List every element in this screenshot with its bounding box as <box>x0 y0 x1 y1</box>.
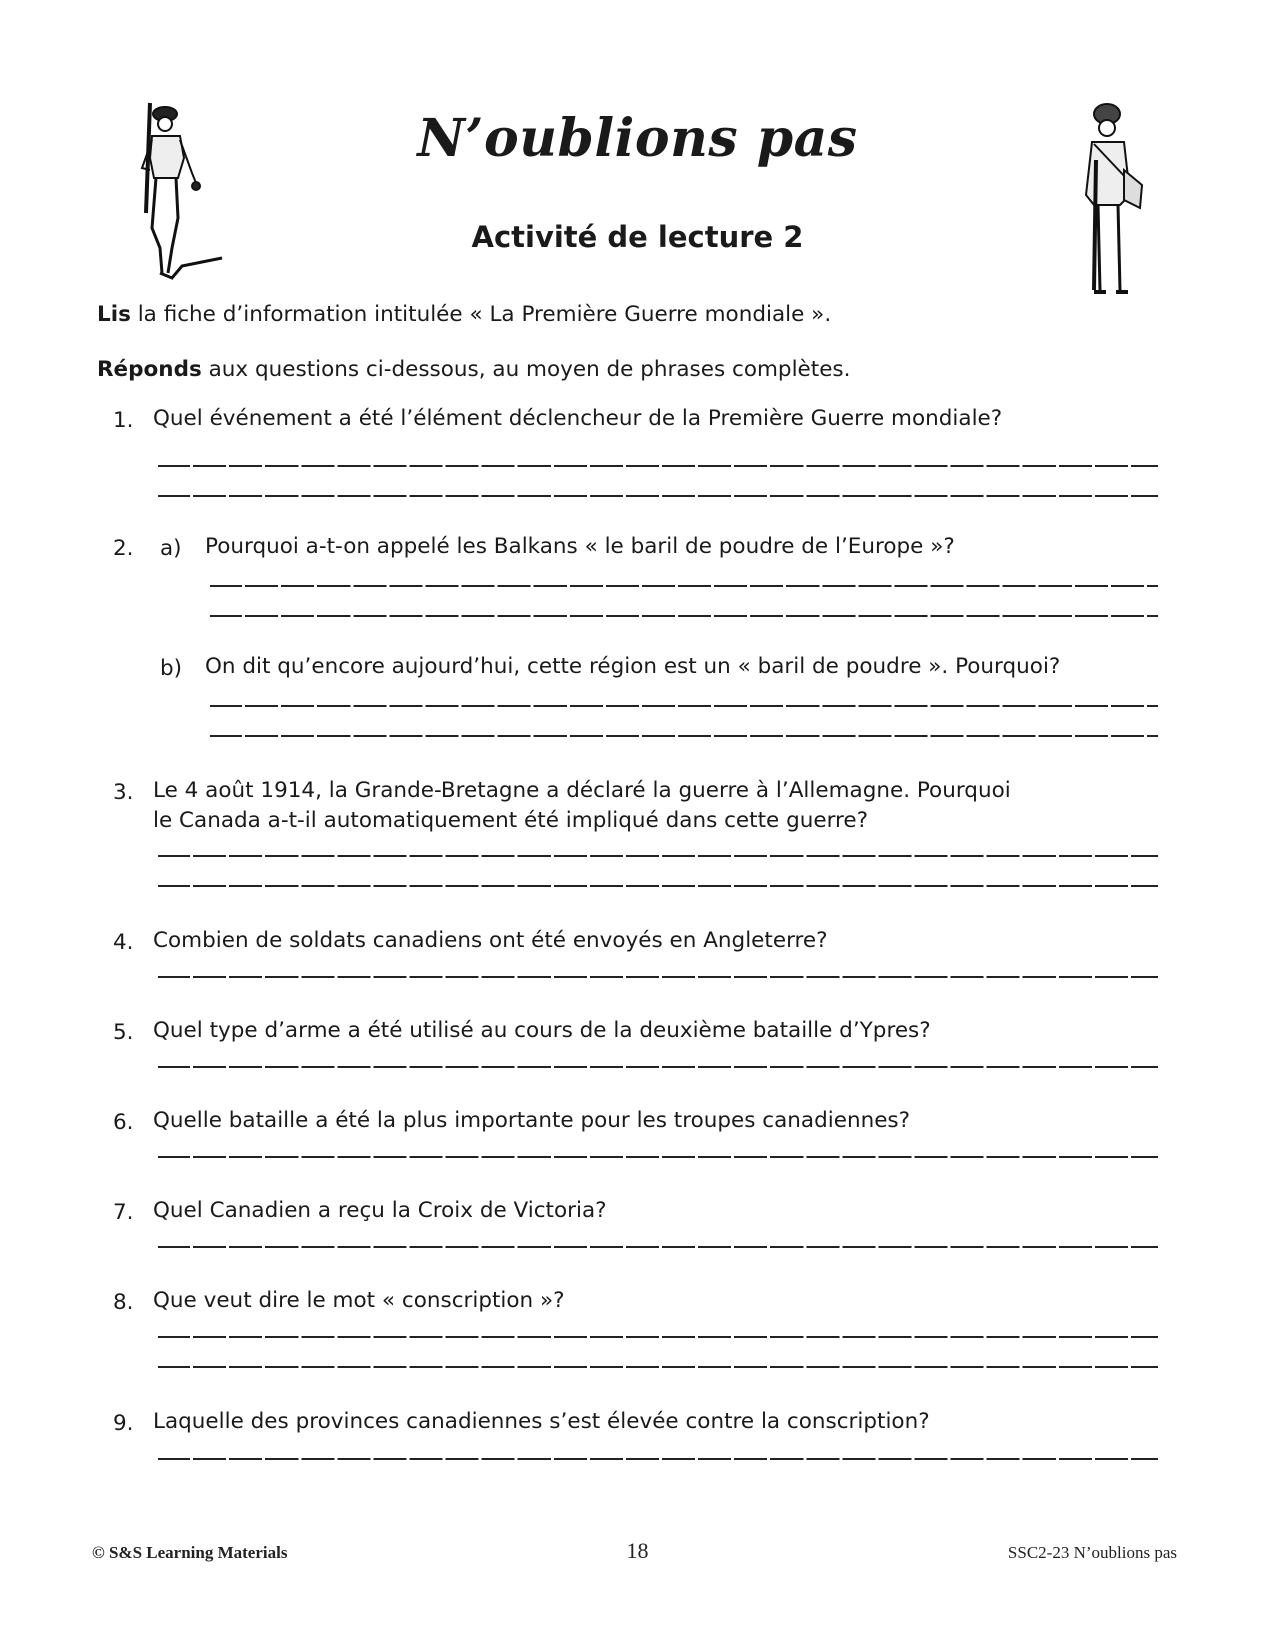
question-number: 8. <box>113 1290 134 1315</box>
page-subtitle: Activité de lecture 2 <box>471 220 804 254</box>
instruction-text: la fiche d’information intitulée « La Première Guerre mondiale ». <box>130 302 832 327</box>
question-text: Quel événement a été l’élément déclencheur de la Première Guerre mondiale? <box>153 406 1003 431</box>
answer-line[interactable] <box>158 1246 1158 1248</box>
question-number: 1. <box>113 408 134 433</box>
question-text: Que veut dire le mot « conscription »? <box>153 1288 565 1313</box>
footer-product-code: SSC2-23 N’oublions pas <box>1007 1543 1177 1562</box>
instruction-read <box>97 302 831 327</box>
question-text: On dit qu’encore aujourd’hui, cette région est un « baril de poudre ». Pourquoi? <box>205 654 1061 679</box>
instruction-verb: Lis <box>97 302 131 327</box>
instruction-verb: Réponds <box>97 357 202 382</box>
footer-copyright: © S&S Learning Materials <box>92 1543 288 1562</box>
page-title: N’oublions pas <box>417 108 858 169</box>
question-number: 6. <box>113 1110 134 1135</box>
answer-line[interactable] <box>158 1366 1158 1368</box>
answer-line[interactable] <box>210 615 1158 617</box>
answer-line[interactable] <box>210 585 1158 587</box>
question-text: Combien de soldats canadiens ont été envoyés en Angleterre? <box>153 928 828 953</box>
question-text: Quel Canadien a reçu la Croix de Victoria? <box>153 1198 607 1223</box>
answer-line[interactable] <box>210 705 1158 707</box>
question-number: 5. <box>113 1020 134 1045</box>
question-number: 9. <box>113 1411 134 1436</box>
question-number: 3. <box>113 780 134 805</box>
answer-line[interactable] <box>158 976 1158 978</box>
question-number: 7. <box>113 1200 134 1225</box>
question-text: Quelle bataille a été la plus importante pour les troupes canadiennes? <box>153 1108 911 1133</box>
instruction-text: aux questions ci-dessous, au moyen de phrases complètes. <box>201 357 851 382</box>
answer-line[interactable] <box>158 885 1158 887</box>
question-sub-label: a) <box>160 536 182 561</box>
answer-line[interactable] <box>210 735 1158 737</box>
question-text: Laquelle des provinces canadiennes s’est élevée contre la conscription? <box>153 1409 930 1434</box>
question-number: 2. <box>113 536 134 561</box>
answer-line[interactable] <box>158 465 1158 467</box>
answer-line[interactable] <box>158 495 1158 497</box>
question-text: Pourquoi a-t-on appelé les Balkans « le baril de poudre de l’Europe »? <box>205 534 955 559</box>
page-number: 18 <box>626 1538 649 1563</box>
answer-line[interactable] <box>158 1458 1158 1460</box>
answer-line[interactable] <box>158 1336 1158 1338</box>
answer-line[interactable] <box>158 1066 1158 1068</box>
question-text: Quel type d’arme a été utilisé au cours de la deuxième bataille d’Ypres? <box>153 1018 931 1043</box>
question-sub-label: b) <box>160 656 183 681</box>
question-text-line2: le Canada a-t-il automatiquement été impliqué dans cette guerre? <box>153 808 869 833</box>
instruction-answer <box>97 357 850 382</box>
answer-line[interactable] <box>158 1156 1158 1158</box>
answer-line[interactable] <box>158 855 1158 857</box>
question-number: 4. <box>113 930 134 955</box>
question-text-line1: Le 4 août 1914, la Grande-Bretagne a déclaré la guerre à l’Allemagne. Pourquoi <box>153 778 1011 803</box>
